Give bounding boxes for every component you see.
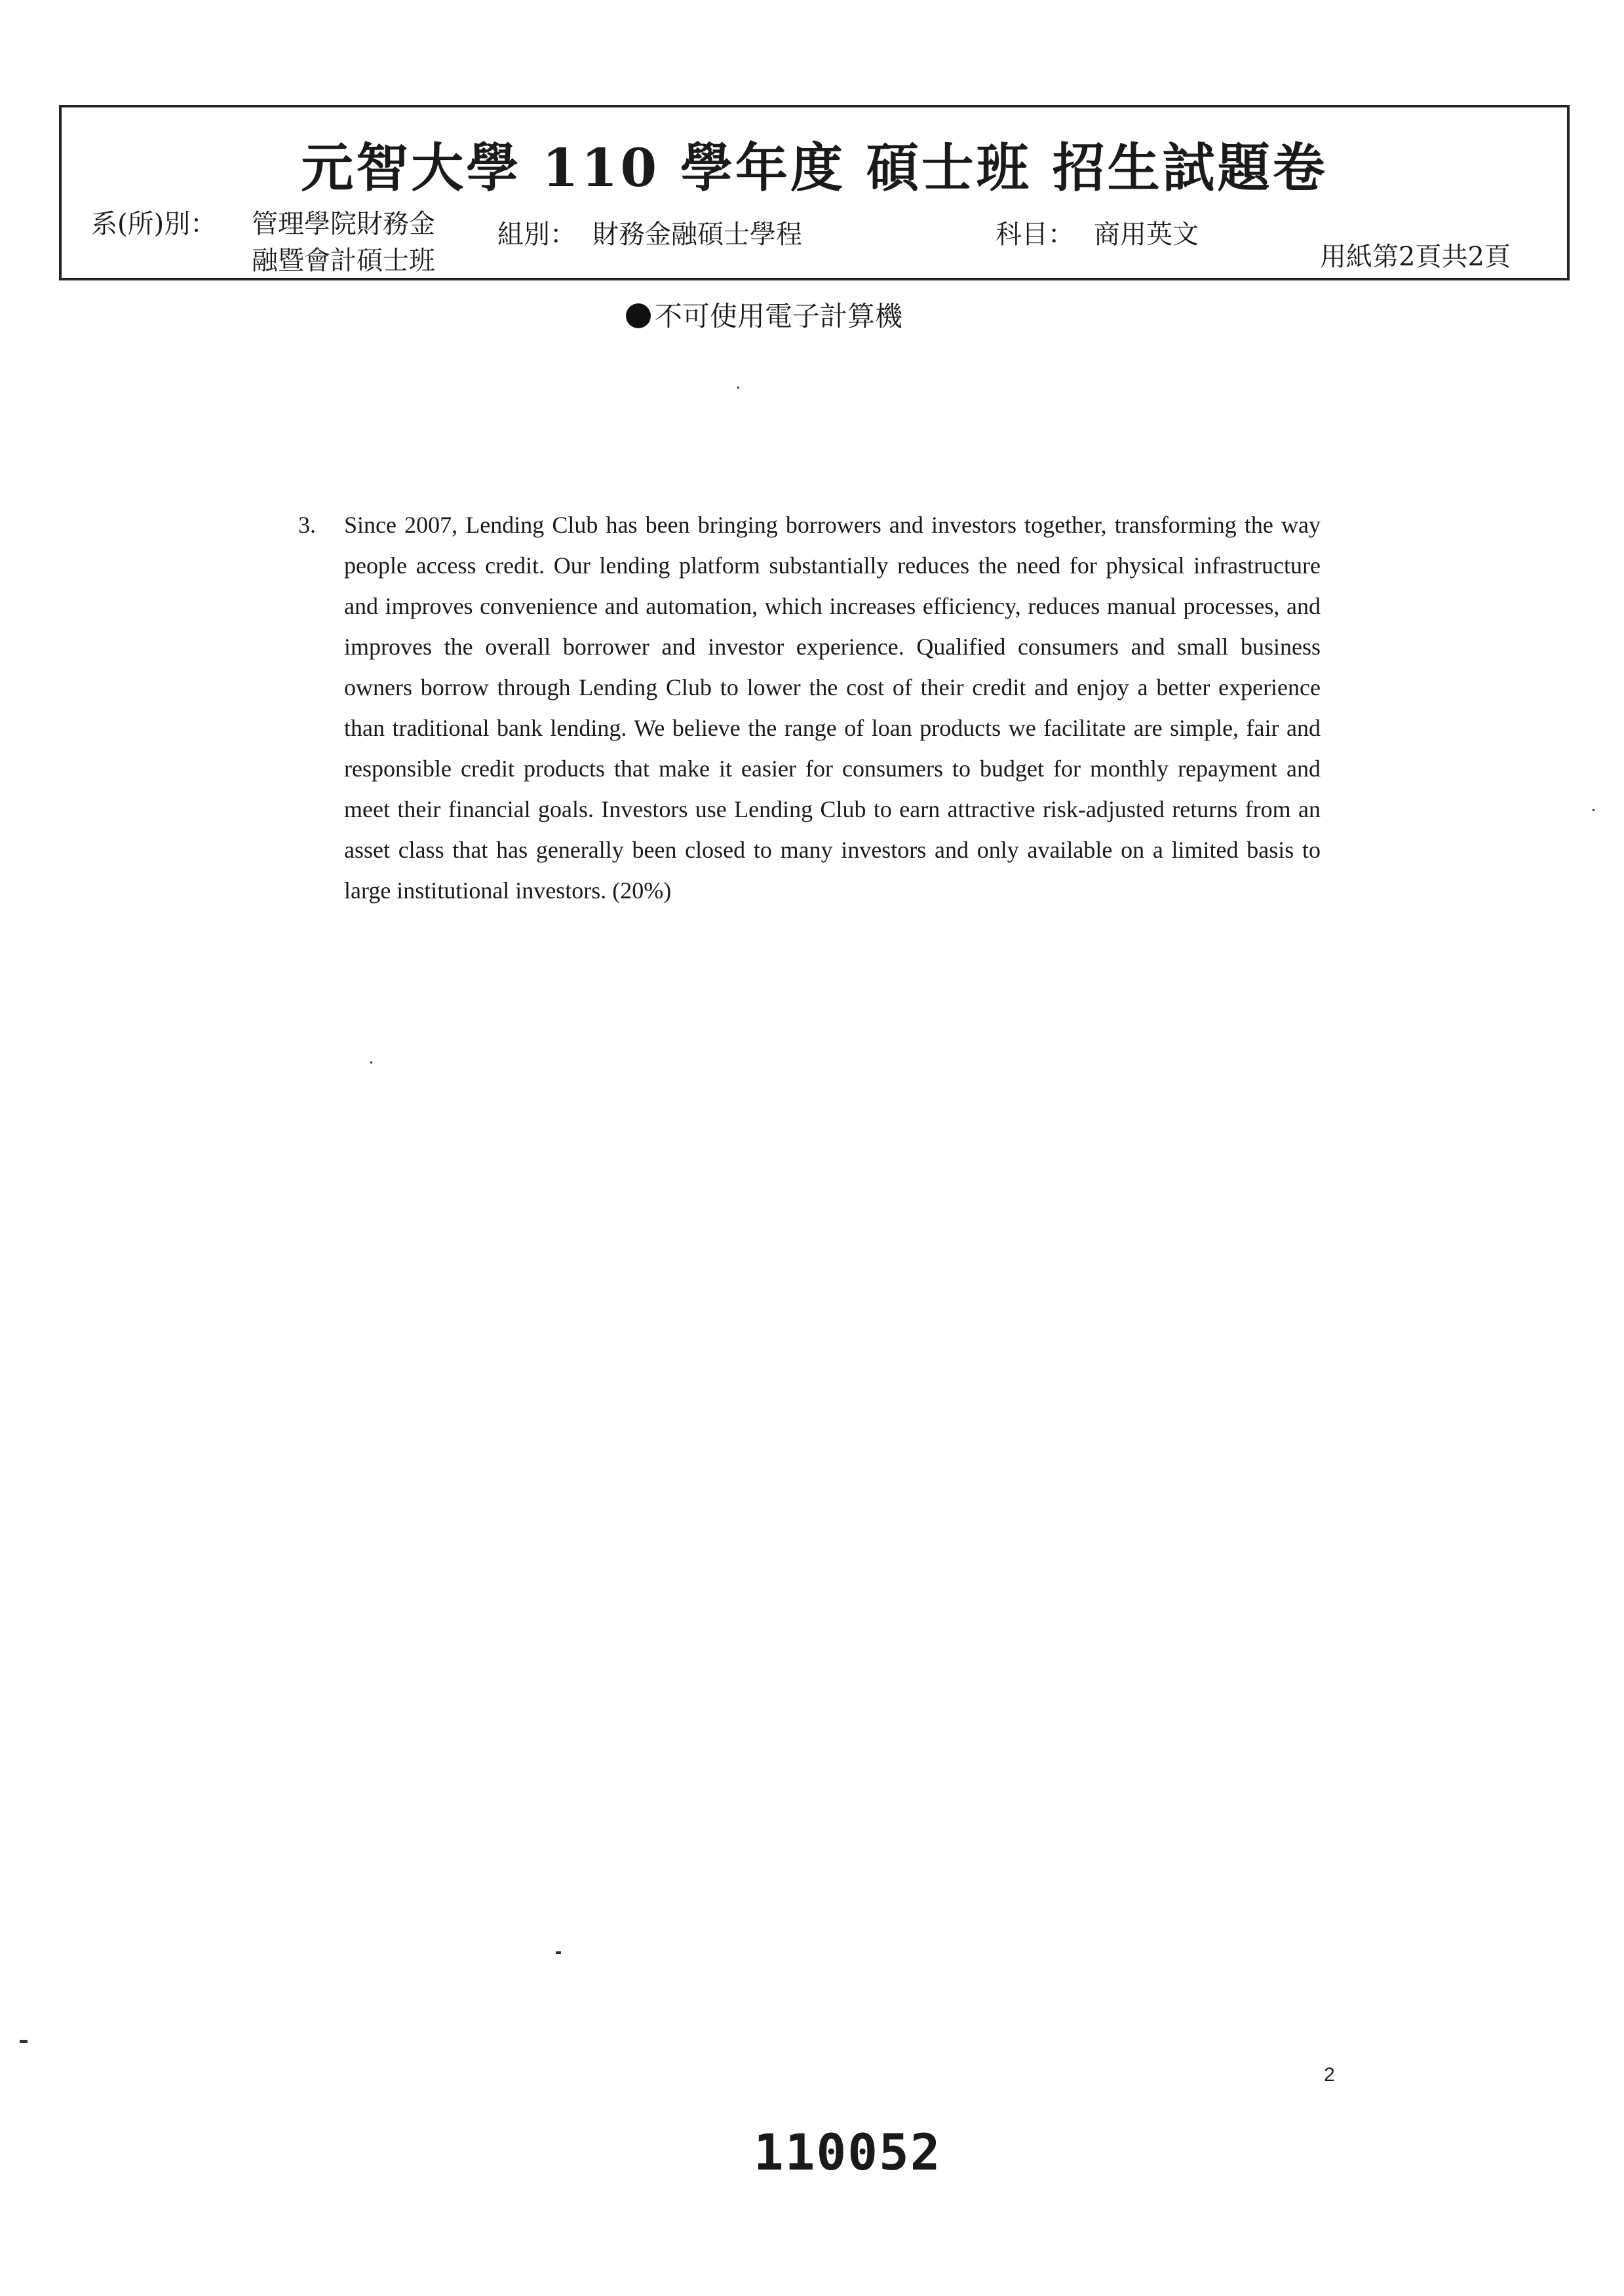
page-number: 2 [1324, 2064, 1335, 2086]
department-value-line2: 融暨會計碩士班 [252, 246, 435, 276]
scan-speck [20, 2040, 28, 2043]
scan-speck [556, 1951, 561, 1954]
department-value-line1: 管理學院財務金 [252, 209, 435, 239]
subject-label: 科目： [996, 220, 1074, 250]
department-value [252, 206, 435, 279]
document-code: 110052 [754, 2123, 942, 2181]
scan-speck [370, 1062, 372, 1063]
exam-title: 元智大學 110 學年度 碩士班 招生試題卷 [301, 137, 1328, 199]
page-info: 用紙第2頁共2頁 [1320, 242, 1511, 272]
bullet-icon [626, 303, 651, 328]
calculator-notice-text: 不可使用電子計算機 [655, 300, 903, 332]
group-label: 組別： [497, 220, 576, 250]
department-label: 系(所)別： [91, 209, 217, 239]
calculator-notice [626, 295, 902, 334]
exam-header-box [59, 105, 1570, 280]
subject-value: 商用英文 [1094, 220, 1199, 250]
question-text: Since 2007, Lending Club has been bringing borrowers and investors together, transforming the way people access credit. Our lending platform substantially reduces the need for physical infrastructure and improves convenience and automation, which increases efficiency, reduces manual processes, and improves the overall borrower and investor experience. Qualified consumers and small business owners borrow through Lending Club to lower the cost of their credit and enjoy a better experience than traditional bank lending. We believe the range of loan products we facilitate are simple, fair and responsible credit products that make it easier for consumers to budget for monthly repayment and meet their financial goals. Investors use Lending Club to earn attractive risk-adjusted returns from an asset class that has generally been closed to many investors and only available on a limited basis to large institutional investors. (20%) [344, 512, 1321, 904]
question-number: 3. [298, 512, 316, 538]
scan-speck [1593, 809, 1595, 811]
scan-speck [737, 387, 739, 389]
group-value: 財務金融碩士學程 [592, 220, 802, 250]
